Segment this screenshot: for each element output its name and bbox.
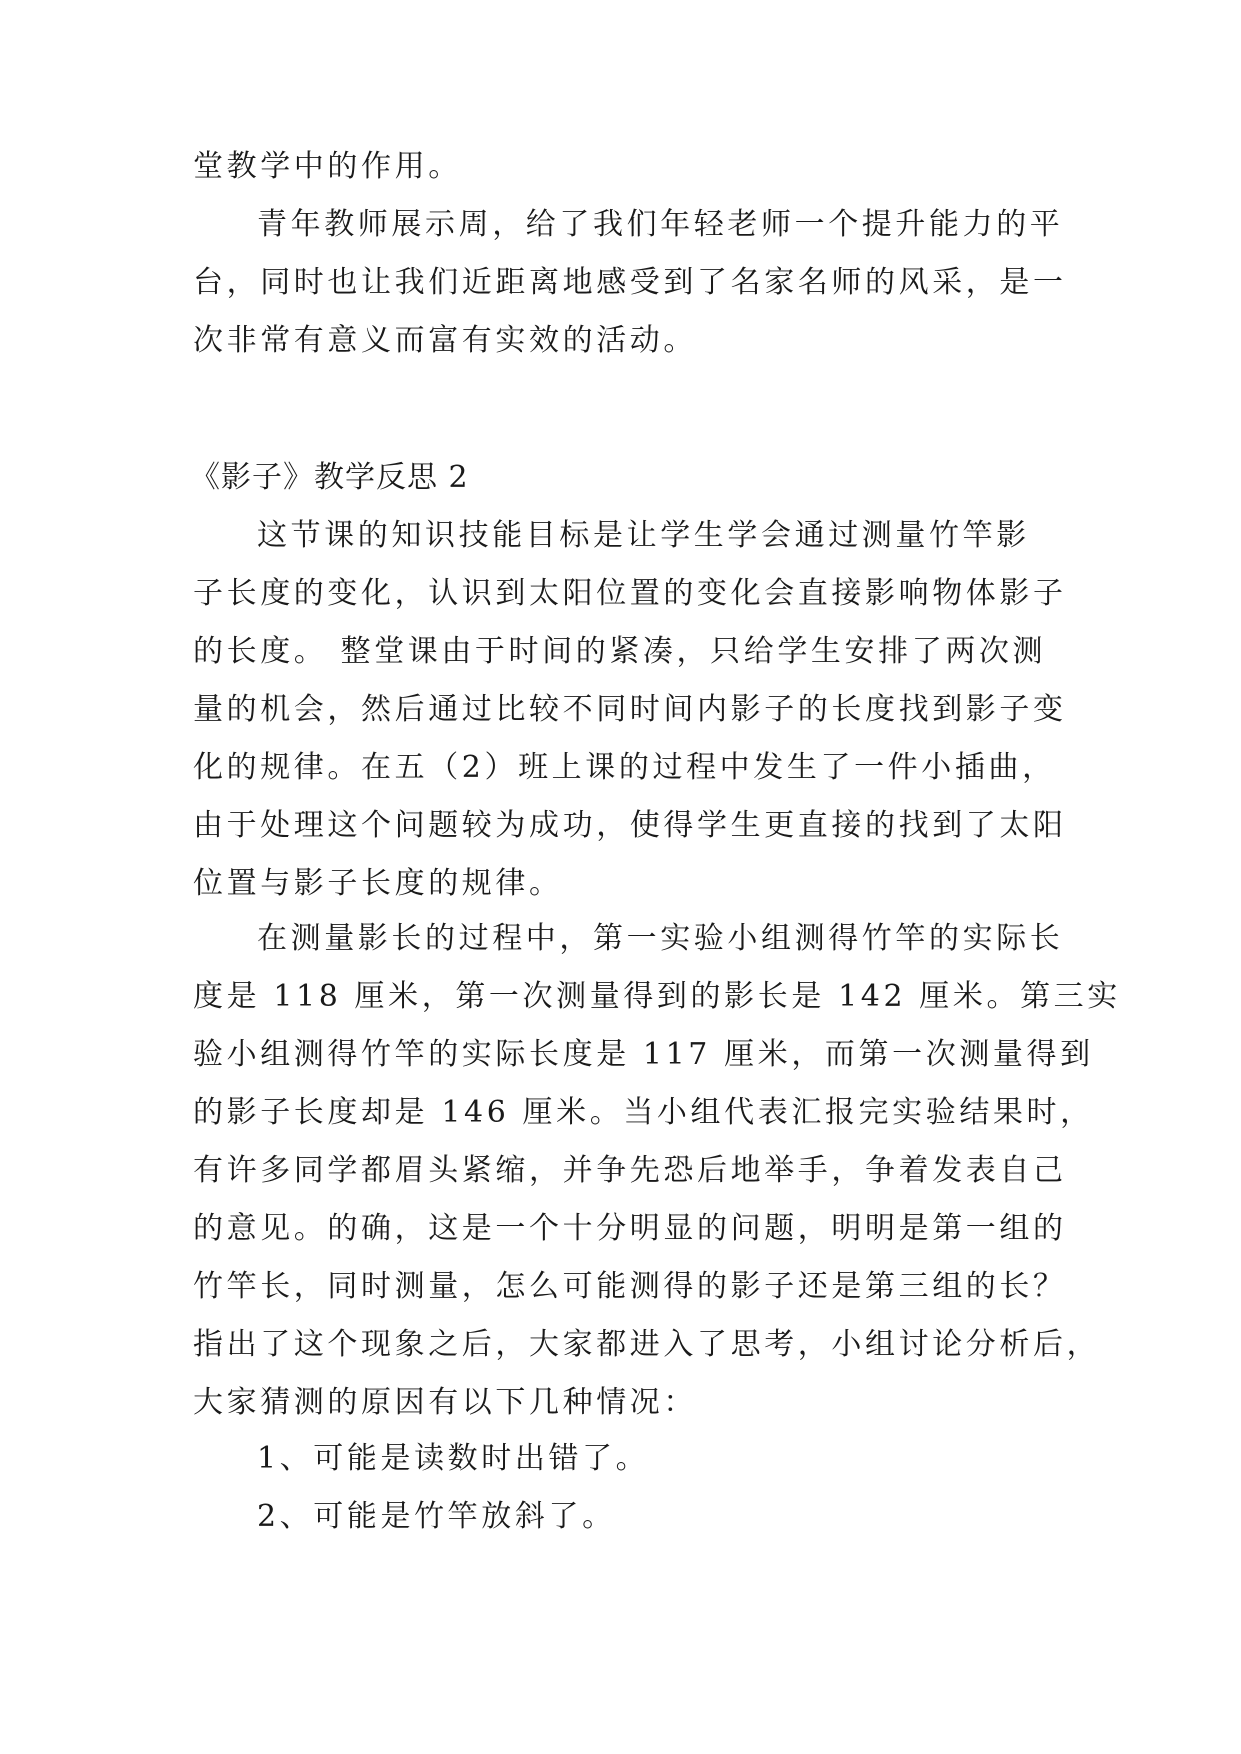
list-item: 1、可能是读数时出错了。 xyxy=(257,1441,650,1476)
list-item: 2、可能是竹竿放斜了。 xyxy=(257,1499,616,1534)
text-line: 验小组测得竹竿的实际长度是 117 厘米，而第一次测量得到 xyxy=(193,1037,1094,1072)
reasons-list xyxy=(193,1430,1053,1546)
text-line: 位置与影子长度的规律。 xyxy=(193,866,563,901)
text-line: 的意见。的确，这是一个十分明显的问题，明明是第一组的 xyxy=(193,1211,1067,1246)
section-heading: 《影子》教学反思 2 xyxy=(190,460,469,495)
text-line: 大家猜测的原因有以下几种情况： xyxy=(193,1385,697,1420)
text-line: 竹竿长，同时测量，怎么可能测得的影子还是第三组的长？ xyxy=(193,1269,1067,1304)
text-line: 量的机会，然后通过比较不同时间内影子的长度找到影子变 xyxy=(193,692,1067,727)
text-line: 台，同时也让我们近距离地感受到了名家名师的风采，是一 xyxy=(193,265,1067,300)
text-line: 青年教师展示周，给了我们年轻老师一个提升能力的平 xyxy=(257,207,1064,242)
text-line: 化的规律。在五（2）班上课的过程中发生了一件小插曲， xyxy=(193,750,1056,785)
text-line: 度是 118 厘米，第一次测量得到的影长是 142 厘米。第三实 xyxy=(193,979,1121,1014)
text-line: 这节课的知识技能目标是让学生学会通过测量竹竿影 xyxy=(257,518,1030,553)
paragraph-fragment xyxy=(193,138,1053,196)
paragraph-measurement-incident xyxy=(193,910,1121,1432)
text-line: 的长度。 整堂课由于时间的紧凑，只给学生安排了两次测 xyxy=(193,634,1047,669)
text-line: 在测量影长的过程中，第一实验小组测得竹竿的实际长 xyxy=(257,921,1064,956)
text-line: 指出了这个现象之后，大家都进入了思考，小组讨论分析后， xyxy=(193,1327,1101,1362)
text-line: 有许多同学都眉头紧缩，并争先恐后地举手，争着发表自己 xyxy=(193,1153,1067,1188)
paragraph-showcase-week xyxy=(193,196,1067,370)
text-line: 次非常有意义而富有实效的活动。 xyxy=(193,323,697,358)
text-line: 子长度的变化，认识到太阳位置的变化会直接影响物体影子 xyxy=(193,576,1067,611)
paragraph-lesson-goals xyxy=(193,507,1067,913)
text-line: 堂教学中的作用。 xyxy=(193,149,462,184)
text-line: 由于处理这个问题较为成功，使得学生更直接的找到了太阳 xyxy=(193,808,1067,843)
text-line: 的影子长度却是 146 厘米。当小组代表汇报完实验结果时， xyxy=(193,1095,1094,1130)
